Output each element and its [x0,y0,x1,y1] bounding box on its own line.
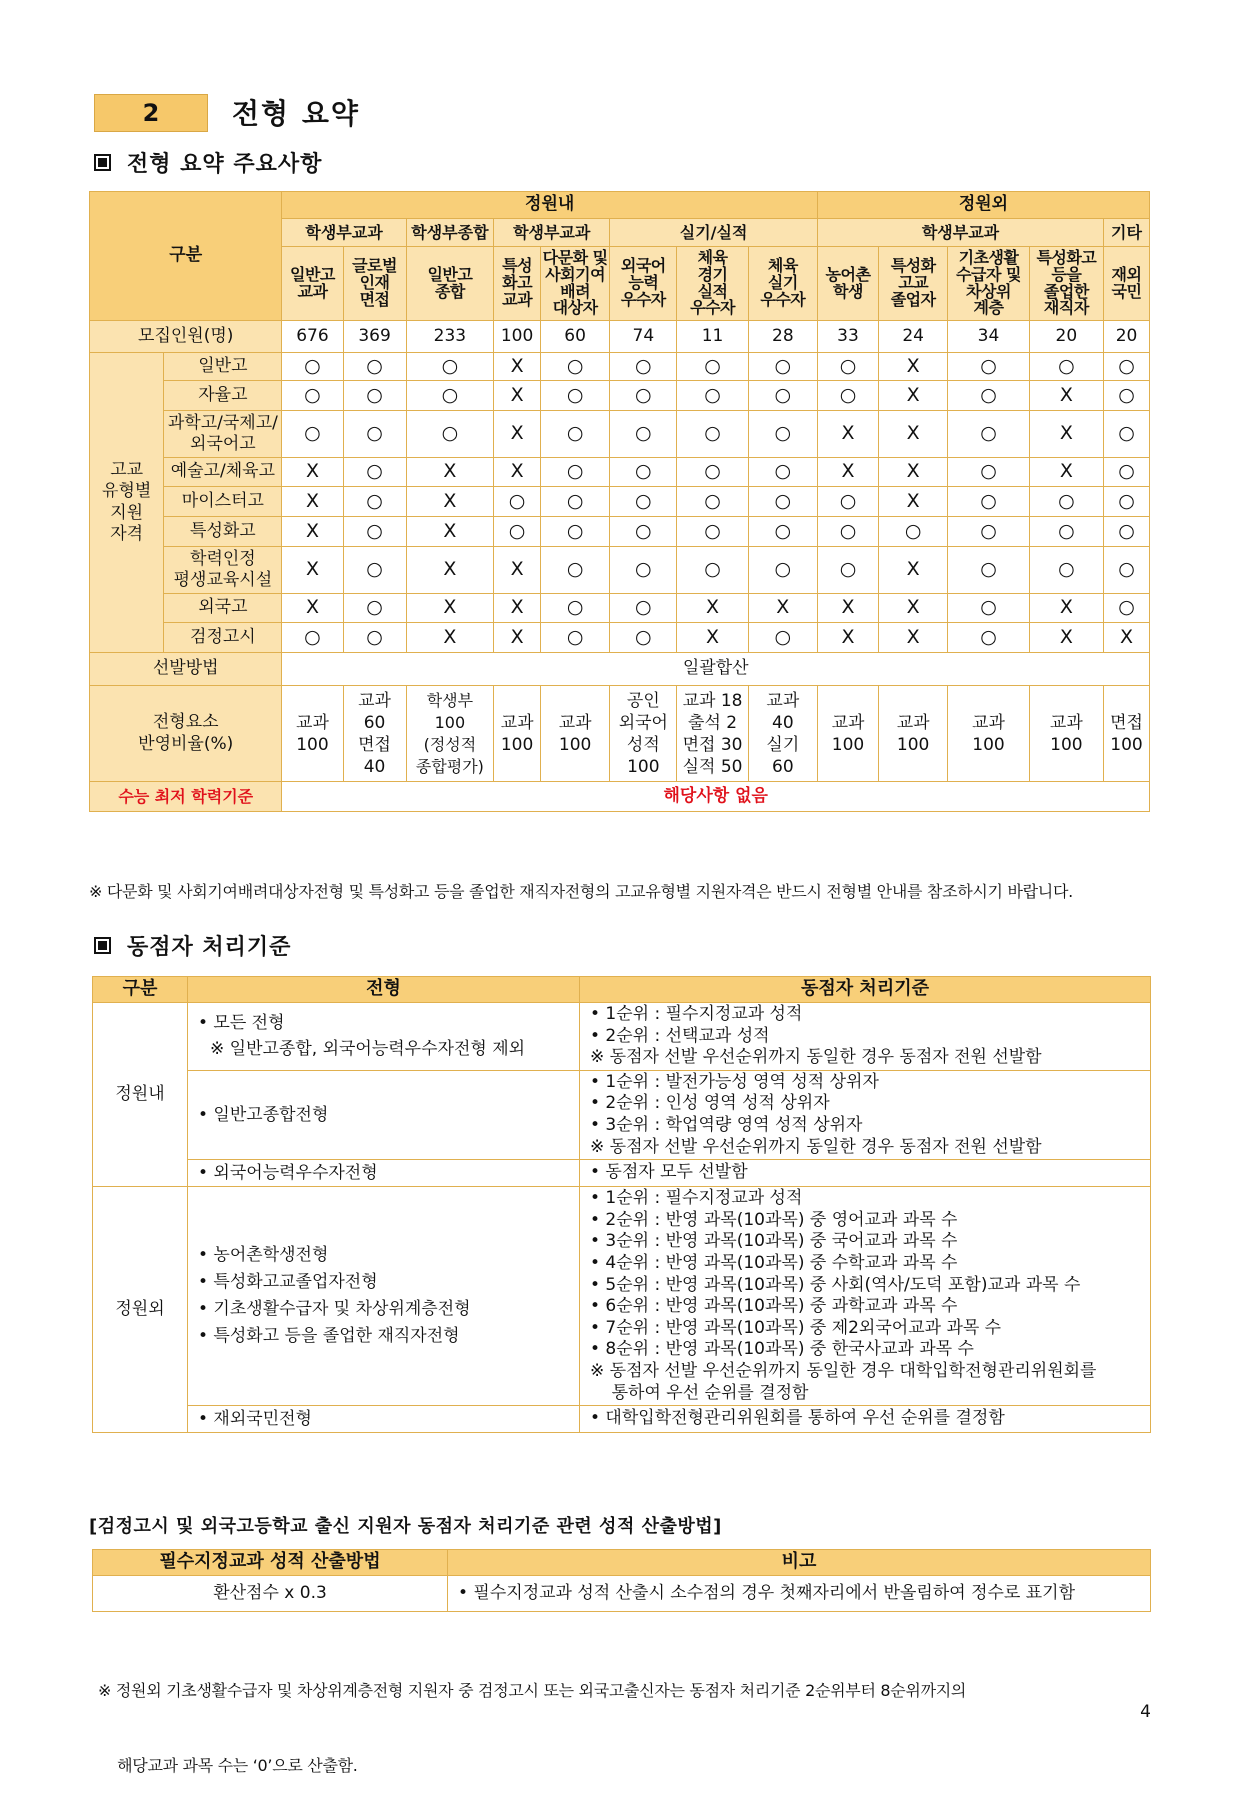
eligibility-mark: ○ [948,353,1029,381]
recruit-count: 369 [343,321,406,353]
tiebreak-type-cell [188,1187,580,1406]
tiebreak-row [93,1160,1151,1187]
eligibility-mark: ○ [1104,517,1150,547]
eligibility-mark: X [494,594,541,623]
eligibility-mark: ○ [610,458,677,487]
tiebreak-type-cell [188,1003,580,1071]
eligibility-mark: ○ [406,411,494,458]
eligibility-mark: X [879,411,948,458]
eligibility-mark: ○ [1029,547,1103,594]
eligibility-mark: ○ [343,623,406,653]
ratio-value: 교과 100 [541,686,610,782]
eligibility-row [90,547,1150,594]
eligibility-mark: X [494,411,541,458]
eligibility-mark: ○ [610,517,677,547]
school-type: 과학고/국제고/ 외국어고 [164,411,282,458]
ratio-value: 교과 100 [948,686,1029,782]
square-bullet-icon [94,937,111,954]
eligibility-mark: ○ [748,487,817,517]
eligibility-mark: X [879,487,948,517]
header-mid-4: 실기/실적 [610,219,818,247]
tiebreak-row [93,1070,1151,1159]
square-bullet-icon [94,154,111,171]
col-header: 외국어 능력 우수자 [610,247,677,321]
eligibility-mark: ○ [406,353,494,381]
col-header: 재외 국민 [1104,247,1150,321]
eligibility-mark: ○ [1104,353,1150,381]
tiebreak-criterion: • 7순위 : 반영 과목(10과목) 중 제2외국어교과 과목 수 [590,1317,1002,1338]
eligibility-mark: ○ [406,381,494,411]
eligibility-mark: ○ [677,381,748,411]
eligibility-mark: X [1104,623,1150,653]
tiebreak-type-cell [188,1160,580,1187]
eligibility-mark: X [494,547,541,594]
header-mid-2: 학생부종합 [406,219,494,247]
header-jeongwonoe: 정원외 [817,192,1149,219]
tiebreak-group-label: 정원외 [93,1187,188,1433]
tiebreak-criteria-cell [580,1003,1151,1071]
calc-header-remark: 비고 [448,1550,1151,1576]
tiebreak-type: • 특성화고 등을 졸업한 재직자전형 [198,1326,460,1347]
eligibility-mark: ○ [1029,517,1103,547]
eligibility-mark: ○ [748,411,817,458]
method-value: 일괄합산 [282,653,1150,686]
eligibility-mark: ○ [948,381,1029,411]
tiebreak-criterion: • 2순위 : 반영 과목(10과목) 중 영어교과 과목 수 [590,1209,958,1230]
ratio-value: 학생부 100 (정성적 종합평가) [406,686,494,782]
recruit-count: 20 [1104,321,1150,353]
eligibility-mark: ○ [610,547,677,594]
eligibility-mark: ○ [1104,458,1150,487]
section-number-badge [94,94,208,132]
ratio-value: 공인 외국어 성적 100 [610,686,677,782]
eligibility-mark: X [1029,411,1103,458]
ratio-value: 면접 100 [1104,686,1150,782]
eligibility-mark: ○ [677,411,748,458]
eligibility-mark: ○ [879,517,948,547]
tiebreak-row [93,1406,1151,1433]
school-type: 외국고 [164,594,282,623]
tiebreak-criterion: • 동점자 모두 선발함 [590,1162,748,1183]
header-jeongwonnae: 정원내 [282,192,818,219]
eligibility-mark: ○ [677,487,748,517]
tiebreak-type: • 모든 전형 [198,1013,285,1034]
eligibility-mark: X [406,517,494,547]
eligibility-mark: ○ [1104,487,1150,517]
recruit-label: 모집인원(명) [90,321,282,353]
tiebreak-type: • 외국어능력우수자전형 [198,1163,378,1184]
recruit-count: 28 [748,321,817,353]
eligibility-mark: X [406,547,494,594]
calc-note-line: 해당교과 과목 수는 ‘0’으로 산출함. [98,1756,358,1775]
section-title: 전형 요약 [232,97,360,130]
eligibility-mark: ○ [541,458,610,487]
col-header: 특성화 고교 졸업자 [879,247,948,321]
eligibility-mark: X [817,411,878,458]
ratio-label: 전형요소 반영비율(%) [90,686,282,782]
tiebreak-type: • 농어촌학생전형 [198,1245,329,1266]
eligibility-mark: X [406,458,494,487]
eligibility-mark: ○ [541,623,610,653]
col-header: 농어촌 학생 [817,247,878,321]
calc-title: [검정고시 및 외국고등학교 출신 지원자 동점자 처리기준 관련 성적 산출방법] [89,1516,722,1537]
eligibility-mark: X [1029,623,1103,653]
eligibility-mark: ○ [748,381,817,411]
eligibility-mark: ○ [677,517,748,547]
eligibility-mark: ○ [948,517,1029,547]
recruit-count: 676 [282,321,343,353]
eligibility-mark: ○ [1104,594,1150,623]
eligibility-mark: ○ [282,353,343,381]
eligibility-mark: ○ [948,547,1029,594]
eligibility-mark: X [677,594,748,623]
eligibility-mark: ○ [343,411,406,458]
tiebreak-criterion: • 3순위 : 학업역량 영역 성적 상위자 [590,1114,863,1135]
eligibility-mark: ○ [282,381,343,411]
recruit-count: 11 [677,321,748,353]
recruit-count: 20 [1029,321,1103,353]
school-type: 일반고 [164,353,282,381]
section-number: 2 [142,99,160,127]
tiebreak-title: 동점자 처리기준 [127,935,292,960]
eligibility-row [90,353,1150,381]
calc-header-method: 필수지정교과 성적 산출방법 [93,1550,448,1576]
col-header: 특성화고 등을 졸업한 재직자 [1029,247,1103,321]
col-header: 글로벌 인재 면접 [343,247,406,321]
eligibility-mark: X [817,594,878,623]
eligibility-mark: X [282,517,343,547]
eligibility-label: 고교 유형별 지원 자격 [90,353,164,653]
eligibility-mark: ○ [677,547,748,594]
eligibility-mark: ○ [343,353,406,381]
tiebreak-row [93,1187,1151,1406]
eligibility-mark: ○ [610,487,677,517]
eligibility-mark: ○ [677,353,748,381]
col-header: 다문화 및 사회기여 배려 대상자 [541,247,610,321]
eligibility-mark: ○ [748,517,817,547]
eligibility-mark: X [282,487,343,517]
col-header: 기초생활 수급자 및 차상위 계층 [948,247,1029,321]
eligibility-mark: ○ [817,353,878,381]
csat-value: 해당사항 없음 [282,782,1150,812]
tiebreak-criterion: • 1순위 : 필수지정교과 성적 [590,1188,803,1209]
col-header: 체육 경기 실적 우수자 [677,247,748,321]
col-header: 일반고 종합 [406,247,494,321]
eligibility-mark: ○ [541,594,610,623]
eligibility-mark: ○ [610,411,677,458]
tiebreak-criterion: ※ 동점자 선발 우선순위까지 동일한 경우 동점자 전원 선발함 [590,1047,1042,1068]
eligibility-mark: ○ [541,411,610,458]
school-type: 특성화고 [164,517,282,547]
eligibility-mark: ○ [494,517,541,547]
school-type: 마이스터고 [164,487,282,517]
tiebreak-type: • 재외국민전형 [198,1409,312,1430]
tiebreak-header-type: 전형 [188,977,580,1003]
eligibility-mark: X [494,353,541,381]
eligibility-mark: X [879,547,948,594]
header-mid-5: 학생부교과 [817,219,1103,247]
tiebreak-criterion: 통하여 우선 순위를 결정함 [590,1382,809,1403]
eligibility-mark: X [494,381,541,411]
eligibility-mark: ○ [748,458,817,487]
tiebreak-criterion: • 대학입학전형관리위원회를 통하여 우선 순위를 결정함 [590,1408,1005,1429]
tiebreak-criteria-cell [580,1070,1151,1159]
eligibility-mark: ○ [948,411,1029,458]
eligibility-mark: X [879,623,948,653]
eligibility-mark: ○ [494,487,541,517]
school-type: 예술고/체육고 [164,458,282,487]
school-type: 검정고시 [164,623,282,653]
eligibility-mark: X [494,458,541,487]
tiebreak-criterion: ※ 동점자 선발 우선순위까지 동일한 경우 동점자 전원 선발함 [590,1136,1042,1157]
eligibility-mark: ○ [677,458,748,487]
eligibility-mark: X [817,458,878,487]
calc-table [92,1549,1151,1612]
eligibility-mark: ○ [1104,381,1150,411]
ratio-value: 교과 100 [494,686,541,782]
school-type: 자율고 [164,381,282,411]
calc-remark-value: • 필수지정교과 성적 산출시 소수점의 경우 첫째자리에서 반올림하여 정수로 표기함 [448,1576,1151,1612]
summary-table [89,191,1150,812]
recruit-count: 233 [406,321,494,353]
tiebreak-criterion: • 6순위 : 반영 과목(10과목) 중 과학교과 과목 수 [590,1296,958,1317]
eligibility-mark: X [1029,594,1103,623]
tiebreak-table [92,976,1151,1433]
eligibility-row [90,458,1150,487]
eligibility-mark: X [748,594,817,623]
eligibility-mark: ○ [1029,487,1103,517]
calc-note-line: ※ 정원외 기초생활수급자 및 차상위계층전형 지원자 중 검정고시 또는 외국고출신자는 동점자 처리기준 2순위부터 8순위까지의 [98,1681,967,1700]
ratio-value: 교과 100 [817,686,878,782]
tiebreak-criterion: • 5순위 : 반영 과목(10과목) 중 사회(역사/도덕 포함)교과 과목 수 [590,1274,1081,1295]
header-mid-3: 학생부교과 [494,219,610,247]
eligibility-row [90,517,1150,547]
eligibility-mark: X [879,594,948,623]
eligibility-mark: ○ [817,547,878,594]
tiebreak-criterion: • 3순위 : 반영 과목(10과목) 중 국어교과 과목 수 [590,1231,958,1252]
eligibility-mark: ○ [343,381,406,411]
tiebreak-criterion: • 8순위 : 반영 과목(10과목) 중 한국사교과 과목 수 [590,1339,974,1360]
eligibility-mark: ○ [748,547,817,594]
ratio-value: 교과 100 [879,686,948,782]
tiebreak-criteria-cell [580,1187,1151,1406]
tiebreak-criterion: ※ 동점자 선발 우선순위까지 동일한 경우 대학입학전형관리위원회를 [590,1360,1097,1381]
calc-note [98,1628,966,1803]
eligibility-mark: X [406,623,494,653]
eligibility-mark: X [1029,381,1103,411]
tiebreak-group-label: 정원내 [93,1003,188,1187]
col-header: 특성 화고 교과 [494,247,541,321]
eligibility-row [90,594,1150,623]
tiebreak-row [93,1003,1151,1071]
recruit-count: 24 [879,321,948,353]
eligibility-mark: X [817,623,878,653]
eligibility-mark: X [879,353,948,381]
eligibility-mark: ○ [748,353,817,381]
tiebreak-type: ※ 일반고종합, 외국어능력우수자전형 제외 [210,1039,526,1060]
eligibility-mark: ○ [343,458,406,487]
eligibility-mark: ○ [817,381,878,411]
ratio-value: 교과 100 [282,686,343,782]
method-label: 선발방법 [90,653,282,686]
eligibility-mark: ○ [1029,353,1103,381]
eligibility-mark: ○ [610,353,677,381]
tiebreak-type-cell [188,1070,580,1159]
eligibility-mark: X [879,458,948,487]
summary-title: 전형 요약 주요사항 [127,152,323,177]
tiebreak-type: • 일반고종합전형 [198,1104,329,1125]
summary-note: ※ 다문화 및 사회기여배려대상자전형 및 특성화고 등을 졸업한 재직자전형의 고교유형별 지원자격은 반드시 전형별 안내를 참조하시기 바랍니다. [89,882,1073,901]
eligibility-mark: ○ [948,487,1029,517]
eligibility-mark: ○ [541,353,610,381]
eligibility-mark: ○ [343,517,406,547]
tiebreak-criteria-cell [580,1160,1151,1187]
recruit-count: 33 [817,321,878,353]
eligibility-mark: ○ [343,547,406,594]
calc-method-value: 환산점수 x 0.3 [93,1576,448,1612]
eligibility-row [90,411,1150,458]
eligibility-mark: ○ [282,411,343,458]
tiebreak-criterion: • 2순위 : 인성 영역 성적 상위자 [590,1093,830,1114]
eligibility-row [90,623,1150,653]
ratio-value: 교과 100 [1029,686,1103,782]
eligibility-mark: ○ [610,381,677,411]
eligibility-mark: ○ [748,623,817,653]
tiebreak-type: • 특성화고교졸업자전형 [198,1272,378,1293]
eligibility-mark: X [1029,458,1103,487]
tiebreak-criterion: • 4순위 : 반영 과목(10과목) 중 수학교과 과목 수 [590,1252,958,1273]
eligibility-mark: X [406,594,494,623]
eligibility-mark: ○ [343,594,406,623]
eligibility-mark: ○ [541,381,610,411]
eligibility-mark: ○ [282,623,343,653]
header-mid-1: 학생부교과 [282,219,406,247]
header-group: 구분 [90,192,282,321]
eligibility-mark: ○ [1104,411,1150,458]
eligibility-mark: ○ [948,594,1029,623]
eligibility-mark: ○ [948,458,1029,487]
eligibility-mark: X [282,594,343,623]
eligibility-mark: ○ [610,594,677,623]
eligibility-mark: X [282,458,343,487]
csat-label: 수능 최저 학력기준 [90,782,282,812]
eligibility-mark: ○ [541,487,610,517]
recruit-count: 100 [494,321,541,353]
tiebreak-criterion: • 2순위 : 선택교과 성적 [590,1025,770,1046]
tiebreak-criterion: • 1순위 : 필수지정교과 성적 [590,1004,803,1024]
recruit-count: 74 [610,321,677,353]
eligibility-mark: X [494,623,541,653]
header-mid-6: 기타 [1104,219,1150,247]
ratio-value: 교과 40 실기 60 [748,686,817,782]
eligibility-row [90,381,1150,411]
eligibility-mark: ○ [541,517,610,547]
recruit-count: 34 [948,321,1029,353]
eligibility-mark: ○ [817,517,878,547]
tiebreak-header-criteria: 동점자 처리기준 [580,977,1151,1003]
eligibility-mark: X [406,487,494,517]
tiebreak-criterion: • 1순위 : 발전가능성 영역 성적 상위자 [590,1071,879,1092]
recruit-count: 60 [541,321,610,353]
eligibility-row [90,487,1150,517]
eligibility-mark: ○ [541,547,610,594]
summary-heading [94,147,322,178]
eligibility-mark: ○ [610,623,677,653]
col-header: 체육 실기 우수자 [748,247,817,321]
tiebreak-header-group: 구분 [93,977,188,1003]
ratio-value: 교과 60 면접 40 [343,686,406,782]
tiebreak-type-cell [188,1406,580,1433]
ratio-value: 교과 18 출석 2 면접 30 실적 50 [677,686,748,782]
eligibility-mark: ○ [1104,547,1150,594]
school-type: 학력인정 평생교육시설 [164,547,282,594]
eligibility-mark: X [677,623,748,653]
eligibility-mark: X [879,381,948,411]
tiebreak-criteria-cell [580,1406,1151,1433]
tiebreak-type: • 기초생활수급자 및 차상위계층전형 [198,1299,471,1320]
eligibility-mark: ○ [343,487,406,517]
eligibility-mark: X [282,547,343,594]
page-number: 4 [1140,1702,1151,1722]
eligibility-mark: ○ [948,623,1029,653]
eligibility-mark: ○ [817,487,878,517]
col-header: 일반고 교과 [282,247,343,321]
tiebreak-heading [94,930,291,961]
